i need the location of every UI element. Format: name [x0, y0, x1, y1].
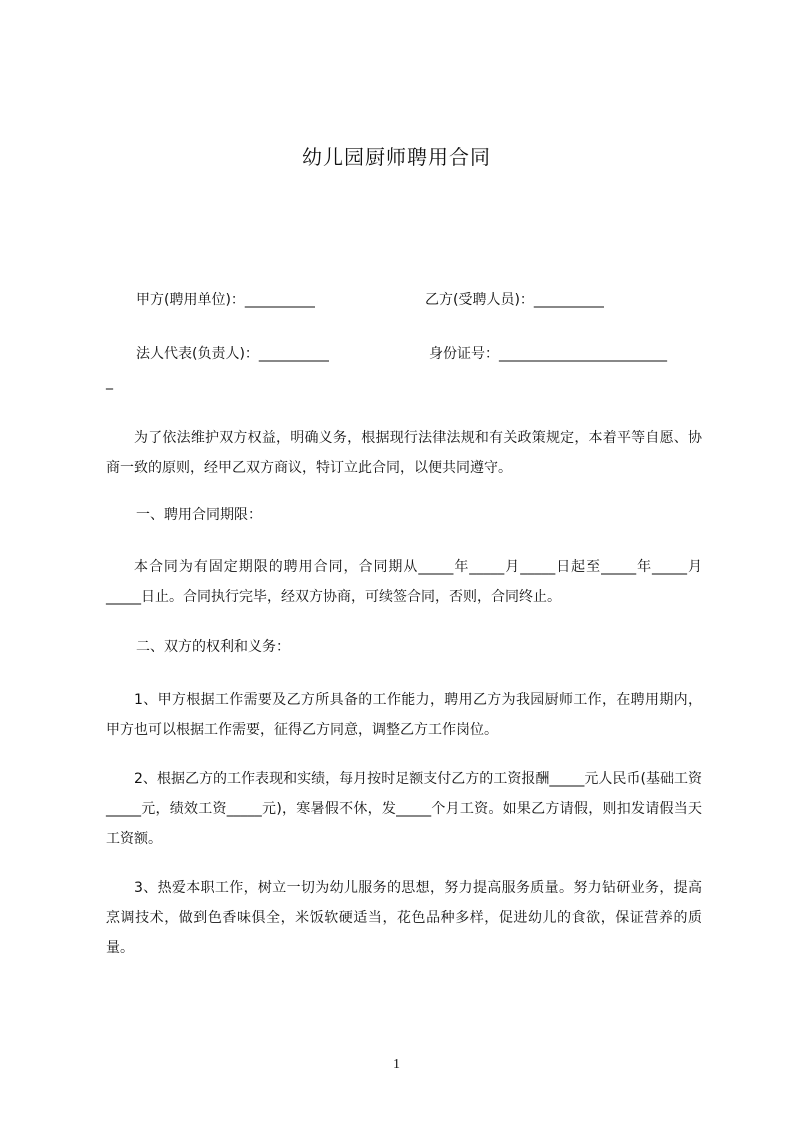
legal-representative-field: 法人代表(负责人)：__________ [136, 346, 329, 362]
id-number-overflow: _ [106, 374, 113, 390]
party-b-field: 乙方(受聘人员)：__________ [425, 292, 604, 308]
section-2-heading: 二、双方的权利和义务： [136, 639, 290, 655]
clause-3-paragraph: 3、热爱本职工作，树立一切为幼儿服务的思想，努力提高服务质量。努力钻研业务，提高烹调技术，做到色香味俱全，米饭软硬适当，花色品种多样，促进幼儿的食欲，保证营养的质量。 [106, 880, 702, 956]
section-1-heading: 一、聘用合同期限： [136, 507, 262, 523]
party-a-field: 甲方(聘用单位)：__________ [136, 292, 315, 308]
id-number-field: 身份证号：________________________ [429, 346, 667, 362]
section-1-paragraph: 本合同为有固定期限的聘用合同，合同期从_____年_____月_____日起至_____年_____月_____日止。合同执行完毕，经双方协商，可续签合同，否则，合同终止。 [106, 559, 702, 605]
intro-paragraph: 为了依法维护双方权益，明确义务，根据现行法律法规和有关政策规定，本着平等自愿、协商一致的原则，经甲乙双方商议，特订立此合同，以便共同遵守。 [106, 430, 702, 476]
clause-2-paragraph: 2、根据乙方的工作表现和实绩，每月按时足额支付乙方的工资报酬_____元人民币(基础工资_____元，绩效工资_____元)，寒暑假不休，发_____个月工资。如果乙方请假，则扣发请假当天工资额。 [106, 771, 702, 847]
document-title: 幼儿园厨师聘用合同 [302, 145, 491, 169]
clause-1-paragraph: 1、甲方根据工作需要及乙方所具备的工作能力，聘用乙方为我园厨师工作，在聘用期内，甲方也可以根据工作需要，征得乙方同意，调整乙方工作岗位。 [106, 692, 702, 738]
page-number: 1 [393, 1057, 400, 1072]
